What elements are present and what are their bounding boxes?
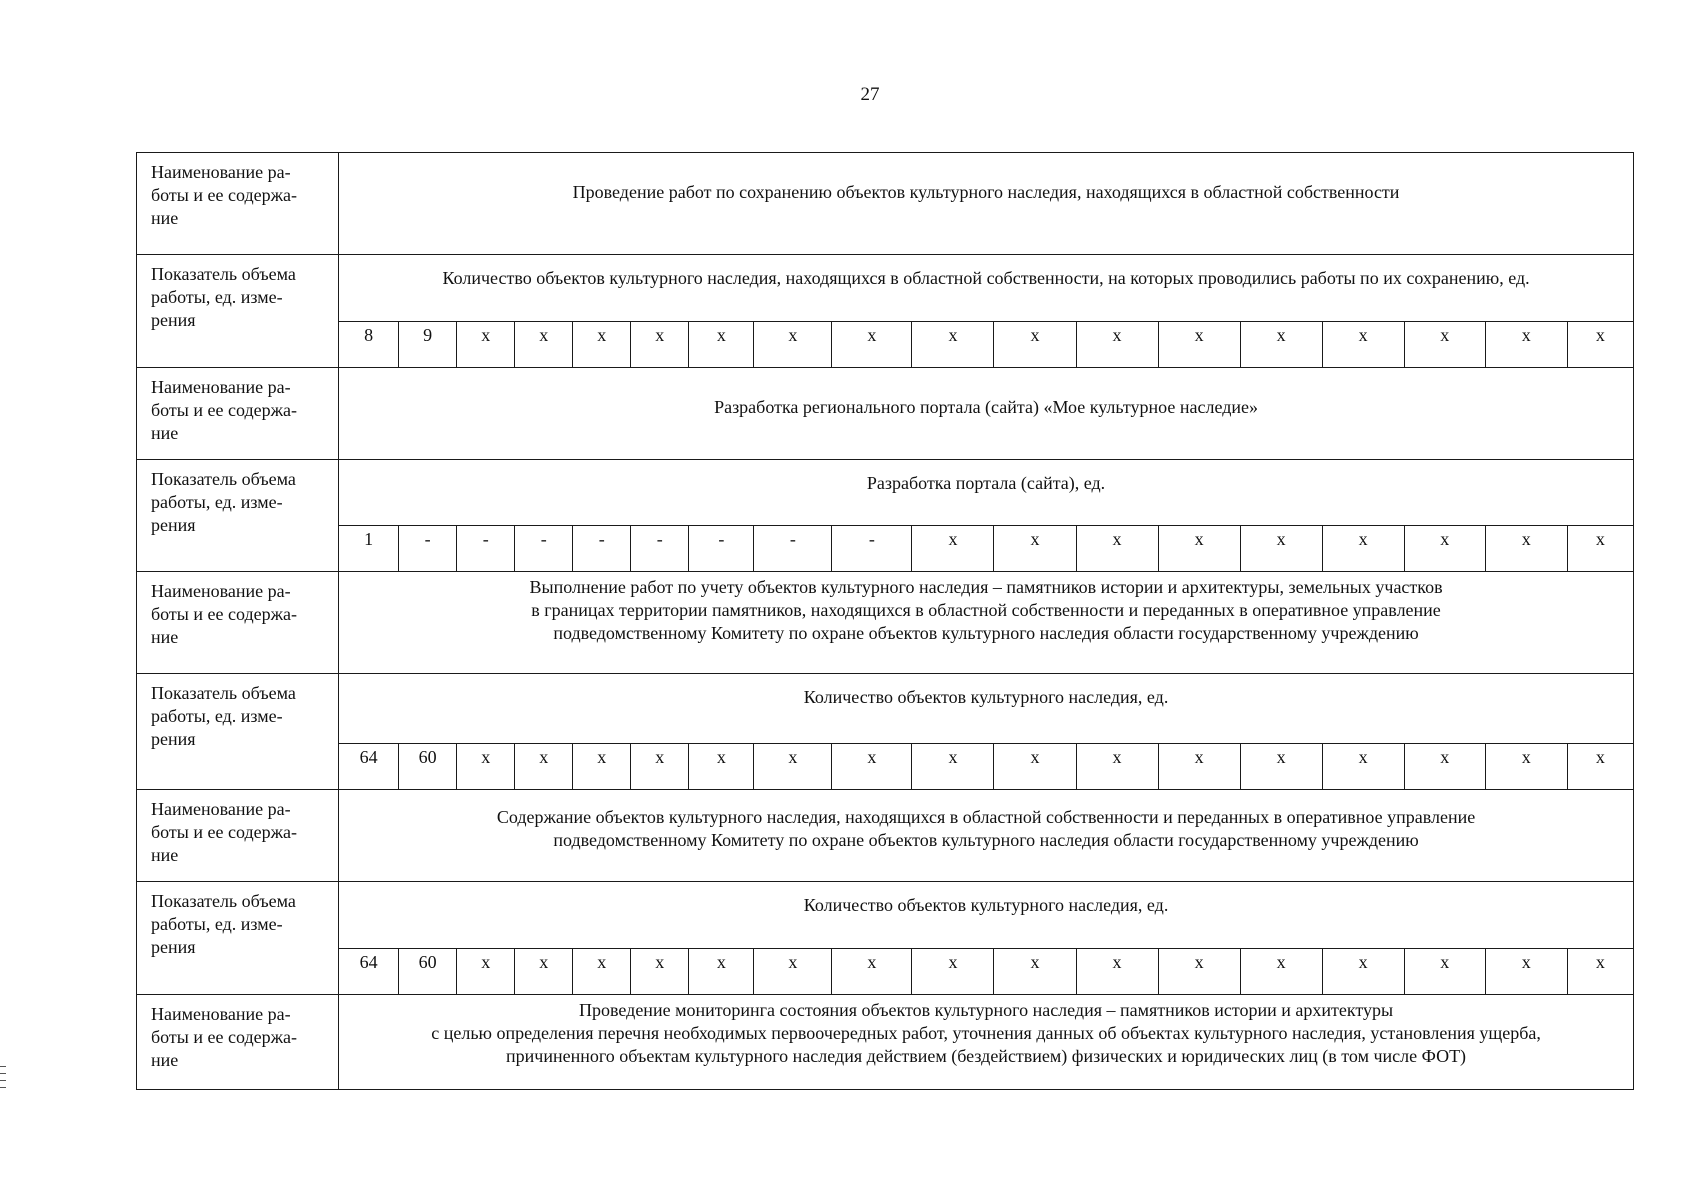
indicator-text [339,882,1634,949]
values-row [137,744,1634,790]
value-cell: х [832,949,912,995]
value-cell: 8 [339,322,399,368]
work-name-row [137,153,1634,255]
label-line: Показатель объема [151,683,296,703]
value-cell: х [1076,526,1158,572]
work-name-row [137,995,1634,1090]
value-cell: х [1076,949,1158,995]
work-indicators-table [136,152,1634,1090]
value-cell: х [1567,526,1633,572]
indicator-text [339,674,1634,744]
value-cell: х [1322,322,1404,368]
value-cell: х [754,322,832,368]
value-cell: х [1240,744,1322,790]
work-name-label [137,153,339,255]
value-cell: х [1567,744,1633,790]
indicator-text [339,255,1634,322]
value-cell: х [994,526,1076,572]
values-row [137,322,1634,368]
work-name-row [137,572,1634,674]
value-cell: х [754,744,832,790]
table-body [137,153,1634,1090]
content-line: Разработка регионального портала (сайта) «Мое культурное наследие» [714,397,1259,417]
value-cell: х [1485,526,1567,572]
values-row [137,949,1634,995]
value-cell: х [832,744,912,790]
value-cell: х [754,949,832,995]
value-cell: х [1404,744,1485,790]
work-name-label [137,995,339,1090]
label-line: Наименование ра- [151,581,291,601]
work-name-label [137,572,339,674]
work-name-row [137,790,1634,882]
content-line: Проведение работ по сохранению объектов культурного наследия, находящихся в областной собственности [572,182,1400,202]
indicator-line: Разработка портала (сайта), ед. [866,473,1106,493]
value-cell: 64 [339,949,399,995]
value-cell: х [912,526,994,572]
indicator-line: Количество объектов культурного наследия, ед. [803,895,1169,915]
label-line: Наименование ра- [151,1004,291,1024]
value-cell: - [754,526,832,572]
value-cell: х [1485,744,1567,790]
value-cell: х [1076,744,1158,790]
indicator-row [137,460,1634,526]
value-cell: х [573,322,631,368]
value-cell: х [689,744,754,790]
value-cell: х [573,949,631,995]
value-cell: х [515,949,573,995]
value-cell: 60 [399,949,457,995]
label-line: боты и ее содержа- [151,400,298,420]
value-cell: х [1404,949,1485,995]
value-cell: х [1567,322,1633,368]
work-name-row [137,368,1634,460]
work-name-content [339,368,1634,460]
value-cell: х [1322,744,1404,790]
label-line: боты и ее содержа- [151,604,298,624]
label-line: работы, ед. изме- [151,914,283,934]
value-cell: х [689,949,754,995]
content-line: Проведение мониторинга состояния объектов культурного наследия – памятников истории и архитектуры [579,1000,1394,1020]
value-cell: - [399,526,457,572]
value-cell: х [457,949,515,995]
label-line: боты и ее содержа- [151,185,298,205]
label-line: рения [151,729,196,749]
label-line: Показатель объема [151,891,296,911]
indicator-label [137,460,339,572]
value-cell: х [1240,526,1322,572]
value-cell: х [1158,322,1240,368]
value-cell: х [1158,949,1240,995]
value-cell: - [515,526,573,572]
indicator-row [137,255,1634,322]
label-line: Наименование ра- [151,377,291,397]
value-cell: х [515,744,573,790]
values-row [137,526,1634,572]
content-line: Содержание объектов культурного наследия, находящихся в областной собственности и переданных в оперативное управление [496,807,1476,827]
value-cell: 9 [399,322,457,368]
value-cell: х [1240,322,1322,368]
label-line: рения [151,310,196,330]
indicator-text [339,460,1634,526]
value-cell: х [1240,949,1322,995]
value-cell: х [457,744,515,790]
value-cell: х [994,744,1076,790]
value-cell: х [912,744,994,790]
label-line: боты и ее содержа- [151,1027,298,1047]
label-line: ние [151,845,179,865]
value-cell: х [912,949,994,995]
value-cell: х [457,322,515,368]
label-line: боты и ее содержа- [151,822,298,842]
content-line: подведомственному Комитету по охране объектов культурного наследия области государственному учреждению [553,830,1419,850]
label-line: ние [151,208,179,228]
indicator-label [137,255,339,368]
value-cell: х [631,744,689,790]
value-cell: - [631,526,689,572]
label-line: Показатель объема [151,264,296,284]
value-cell: х [912,322,994,368]
value-cell: х [515,322,573,368]
indicator-label [137,882,339,995]
value-cell: х [573,744,631,790]
value-cell: х [1485,322,1567,368]
label-line: Показатель объема [151,469,296,489]
value-cell: - [832,526,912,572]
indicator-label [137,674,339,790]
value-cell: х [1567,949,1633,995]
work-name-label [137,368,339,460]
value-cell: х [1404,526,1485,572]
value-cell: х [631,949,689,995]
value-cell: х [689,322,754,368]
label-line: ние [151,627,179,647]
work-name-content [339,153,1634,255]
value-cell: х [994,949,1076,995]
label-line: Наименование ра- [151,162,291,182]
value-cell: 1 [339,526,399,572]
value-cell: х [1322,526,1404,572]
work-name-label [137,790,339,882]
value-cell: х [1076,322,1158,368]
value-cell: - [573,526,631,572]
value-cell: х [1404,322,1485,368]
label-line: работы, ед. изме- [151,287,283,307]
content-line: в границах территории памятников, находящихся в областной собственности и переданных в оперативное управление [531,600,1441,620]
label-line: рения [151,937,196,957]
label-line: ние [151,1050,179,1070]
content-line: Выполнение работ по учету объектов культурного наследия – памятников истории и архитектуры, земельных участков [529,577,1443,597]
value-cell: х [631,322,689,368]
value-cell: х [1158,744,1240,790]
content-line: причиненного объектам культурного наследия действием (бездействием) физических и юридических лиц (в том числе ФОТ) [506,1046,1467,1066]
work-name-content [339,995,1634,1090]
value-cell: 60 [399,744,457,790]
value-cell: х [1158,526,1240,572]
value-cell: - [689,526,754,572]
value-cell: - [457,526,515,572]
label-line: ние [151,423,179,443]
work-name-content [339,790,1634,882]
label-line: работы, ед. изме- [151,492,283,512]
value-cell: х [994,322,1076,368]
label-line: рения [151,515,196,535]
value-cell: х [1485,949,1567,995]
label-line: работы, ед. изме- [151,706,283,726]
indicator-line: Количество объектов культурного наследия, находящихся в областной собственности, на которых проводились работы по их сохранению, ед. [442,268,1530,288]
label-line: Наименование ра- [151,799,291,819]
value-cell: х [1322,949,1404,995]
content-line: с целью определения перечня необходимых первоочередных работ, уточнения данных об объектах культурного наследия, установления ущерба, [431,1023,1541,1043]
value-cell: 64 [339,744,399,790]
page-number: 27 [860,84,880,105]
work-name-content [339,572,1634,674]
margin-ticks [0,1066,6,1094]
indicator-line: Количество объектов культурного наследия, ед. [803,687,1169,707]
indicator-row [137,674,1634,744]
content-line: подведомственному Комитету по охране объектов культурного наследия области государственному учреждению [553,623,1419,643]
indicator-row [137,882,1634,949]
value-cell: х [832,322,912,368]
